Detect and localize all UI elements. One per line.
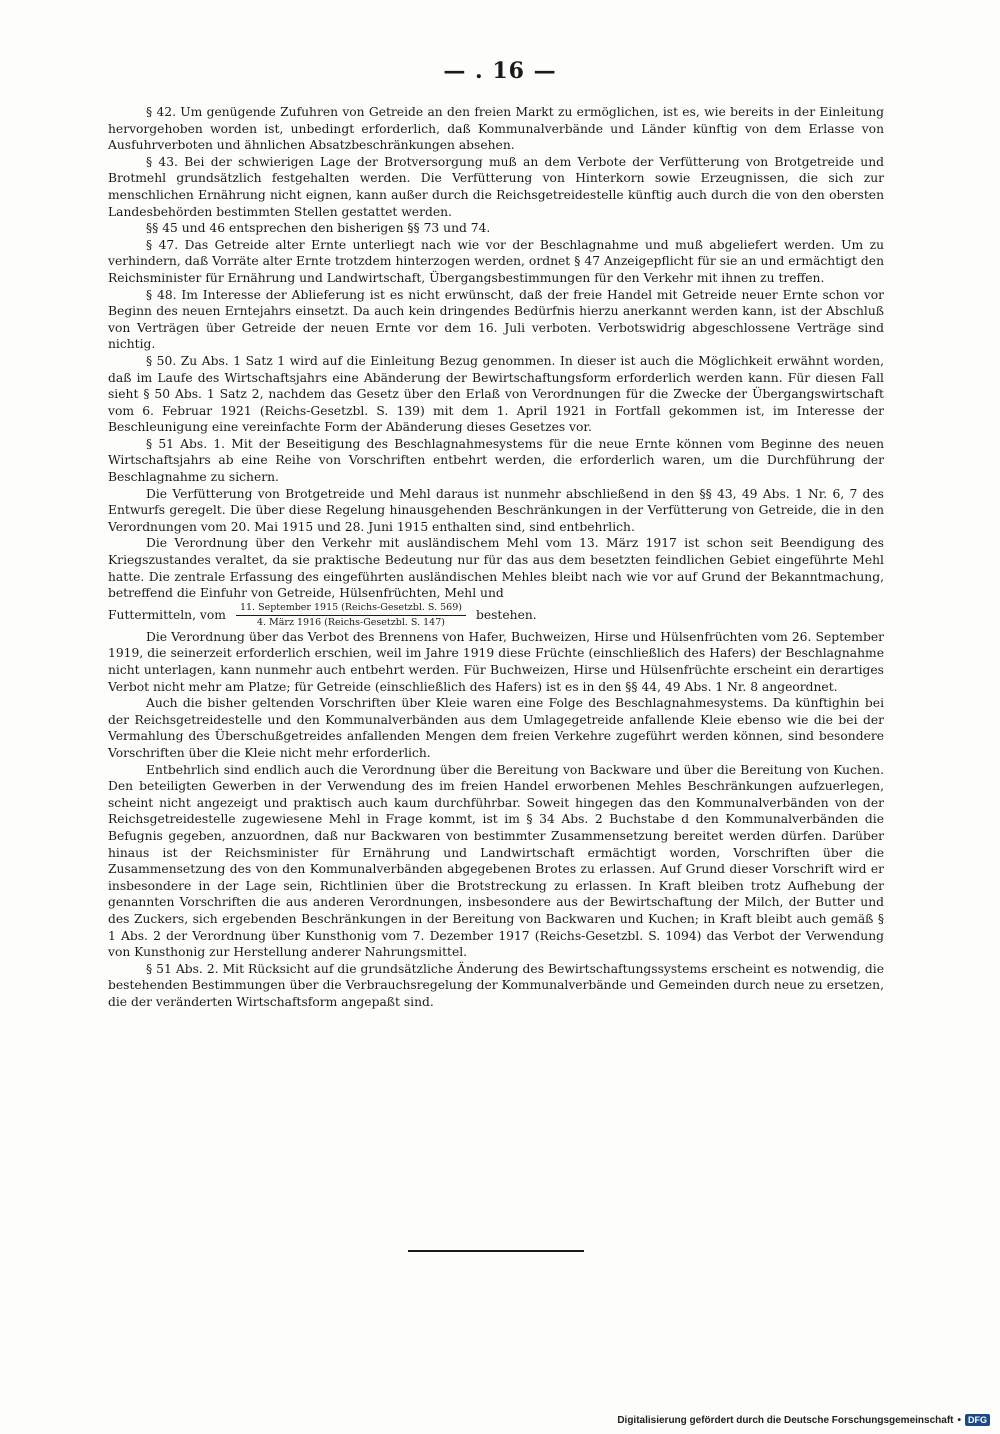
paragraph-sec-45-46: §§ 45 und 46 entsprechen den bisherigen §§ 73 und 74. [146, 221, 491, 236]
paragraph-kleie: Auch die bisher geltenden Vorschriften über Kleie waren eine Folge des Beschlagnahmesystems. Da künftighin bei der Reichsgetreidestelle und den Kommunalverbänden aus dem Umlagegetreide anfallende Kleie ebenso wie die bei der Vermahlung des Überschußgetreides anfallenden Mengen dem freien Verkehre zugeführt werden können, sind besondere Vorschriften über die Kleie nicht mehr erforderlich. [108, 696, 884, 760]
fraction-before-text: Futtermitteln, vom [108, 608, 226, 623]
end-rule-divider [408, 1250, 584, 1252]
footer-separator: • [957, 1414, 961, 1426]
paragraph-sec-50: § 50. Zu Abs. 1 Satz 1 wird auf die Einleitung Bezug genommen. In dieser ist auch die Möglichkeit erwähnt worden, daß im Laufe des Wirtschaftsjahrs eine Abänderung der Bewirtschaftungsform erforderlich werden kann. Für diesen Fall sieht § 50 Abs. 1 Satz 2, nachdem das Gesetz über den Erlaß von Verordnungen für die Zwecke der Übergangswirtschaft vom 6. Februar 1921 (Reichs-Gesetzbl. S. 139) mit dem 1. April 1921 in Fortfall gekommen ist, im Interesse der Beschleunigung eine vereinfachte Form der Abänderung dieses Gesetzes vor. [108, 353, 884, 435]
fraction-numerator: 11. September 1915 (Reichs-Gesetzbl. S. 569) [236, 602, 466, 616]
paragraph-verfuetterung: Die Verfütterung von Brotgetreide und Mehl daraus ist nunmehr abschließend in den §§ 43, 49 Abs. 1 Nr. 6, 7 des Entwurfs geregelt. Die über diese Regelung hinausgehenden Beschränkungen in der Verfütterung von Getreide, die in den Verordnungen vom 20. Mai 1915 und 28. Juni 1915 enthalten sind, sind entbehrlich. [108, 486, 884, 534]
page-number: — . 16 — [443, 58, 557, 84]
paragraph-sec-47: § 47. Das Getreide alter Ernte unterliegt nach wie vor der Beschlagnahme und muß abgeliefert werden. Um zu verhindern, daß Vorräte alter Ernte trotzdem hinterzogen werden, ordnet § 47 Anzeigepflicht für sie an und ermächtigt den Reichsminister für Ernährung und Landwirtschaft, Übergangsbestimmungen für den Verkehr mit ihnen zu treffen. [108, 237, 884, 285]
paragraph-auslaendisches-mehl: Die Verordnung über den Verkehr mit ausländischem Mehl vom 13. März 1917 ist schon seit Beendigung des Kriegszustandes veraltet, da sie praktische Bedeutung nur für das aus dem besetzten feindlichen Gebiet eingeführte Mehl hatte. Die zentrale Erfassung des eingeführten ausländischen Mehles bleibt nach wie vor auf Grund der Bekanntmachung, betreffend die Einfuhr von Getreide, Hülsenfrüchten, Mehl und [108, 536, 884, 601]
footer [617, 1414, 990, 1426]
paragraph-backware: Entbehrlich sind endlich auch die Verordnung über die Bereitung von Backware und über die Bereitung von Kuchen. Den beteiligten Gewerben in der Verwendung des im freien Handel erworbenen Mehles Beschränkungen aufzuerlegen, scheint nicht angezeigt und praktisch auch kaum durchführbar. Soweit hingegen das den Kommunalverbänden von der Reichsgetreidestelle zugewiesene Mehl in Frage kommt, ist im § 34 Abs. 2 Buchstabe d den Kommunalverbänden die Befugnis gegeben, anzuordnen, daß nur Backwaren von bestimmter Zusammensetzung bereitet werden dürfen. Darüber hinaus ist der Reichsminister für Ernährung und Landwirtschaft ermächtigt worden, Vorschriften über die Zusammensetzung des von den Kommunalverbänden abgegebenen Brotes zu erlassen. Auf Grund dieser Vorschrift wird er insbesondere in der Lage sein, Richtlinien über die Brotstreckung zu erlassen. In Kraft bleiben trotz Aufhebung der genannten Vorschriften die aus anderen Verordnungen, insbesondere aus der Bewirtschaftung der Milch, der Butter und des Zuckers, sich ergebenden Beschränkungen in der Bereitung von Backwaren und Kuchen; in Kraft bleibt auch gemäß § 1 Abs. 2 der Verordnung über Kunsthonig vom 7. Dezember 1917 (Reichs-Gesetzbl. S. 1094) das Verbot der Verwendung von Kunsthonig zur Herstellung anderer Nahrungsmittel. [108, 762, 884, 960]
paragraph-sec-43: § 43. Bei der schwierigen Lage der Brotversorgung muß an dem Verbote der Verfütterung von Brotgetreide und Brotmehl grundsätzlich festgehalten werden. Die Verfütterung von Hinterkorn sowie Erzeugnissen, die sich zur menschlichen Ernährung nicht eignen, kann außer durch die Reichsgetreidestelle künftig auch durch die von den obersten Landesbehörden bestimmten Stellen gestattet werden. [108, 154, 884, 219]
body-text [108, 104, 884, 1010]
paragraph-sec-51-abs-1: § 51 Abs. 1. Mit der Beseitigung des Beschlagnahmesystems für die neue Ernte können vom Beginne des neuen Wirtschaftsjahrs ab eine Reihe von Vorschriften entbehrt werden, die erforderlich waren, um die Durchführung der Beschlagnahme zu sichern. [108, 436, 884, 485]
fraction-denominator: 4. März 1916 (Reichs-Gesetzbl. S. 147) [256, 616, 445, 628]
dfg-logo-icon: DFG [965, 1414, 990, 1426]
date-fraction [236, 602, 466, 629]
fraction-line [108, 602, 884, 629]
paragraph-sec-48: § 48. Im Interesse der Ablieferung ist es nicht erwünscht, daß der freie Handel mit Getreide neuer Ernte schon vor Beginn des neuen Erntejahrs einsetzt. Da auch kein dringendes Bedürfnis hierzu anerkannt werden kann, ist der Abschluß von Verträgen über Getreide der neuen Ernte vor dem 16. Juli verboten. Verbotswidrig abgeschlossene Verträge sind nichtig. [108, 287, 884, 352]
footer-text: Digitalisierung gefördert durch die Deutsche Forschungsgemeinschaft [617, 1414, 954, 1426]
paragraph-sec-51-abs-2: § 51 Abs. 2. Mit Rücksicht auf die grundsätzliche Änderung des Bewirtschaftungssystems erscheint es notwendig, die bestehenden Bestimmungen über die Verbrauchsregelung der Kommunalverbände und Gemeinden durch neue zu ersetzen, die der veränderten Wirtschaftsform angepaßt sind. [108, 961, 884, 1009]
fraction-after-text: bestehen. [475, 608, 537, 623]
paragraph-brennverbot: Die Verordnung über das Verbot des Brennens von Hafer, Buchweizen, Hirse und Hülsenfrüchten vom 26. September 1919, die seinerzeit erforderlich erschien, weil im Jahre 1919 diese Früchte (einschließlich des Hafers) der Beschlagnahme nicht unterlagen, kann nunmehr auch entbehrt werden. Für Buchweizen, Hirse und Hülsenfrüchte erscheint ein derartiges Verbot nicht mehr am Platze; für Getreide (einschließlich des Hafers) ist es in den §§ 44, 49 Abs. 1 Nr. 8 angeordnet. [108, 629, 884, 694]
paragraph-sec-42: § 42. Um genügende Zufuhren von Getreide an den freien Markt zu ermöglichen, ist es, wie bereits in der Einleitung hervorgehoben worden ist, unbedingt erforderlich, daß Kommunalverbände und Länder künftig von dem Erlasse von Ausfuhrverboten und ähnlichen Absatzbeschränkungen absehen. [108, 105, 884, 153]
